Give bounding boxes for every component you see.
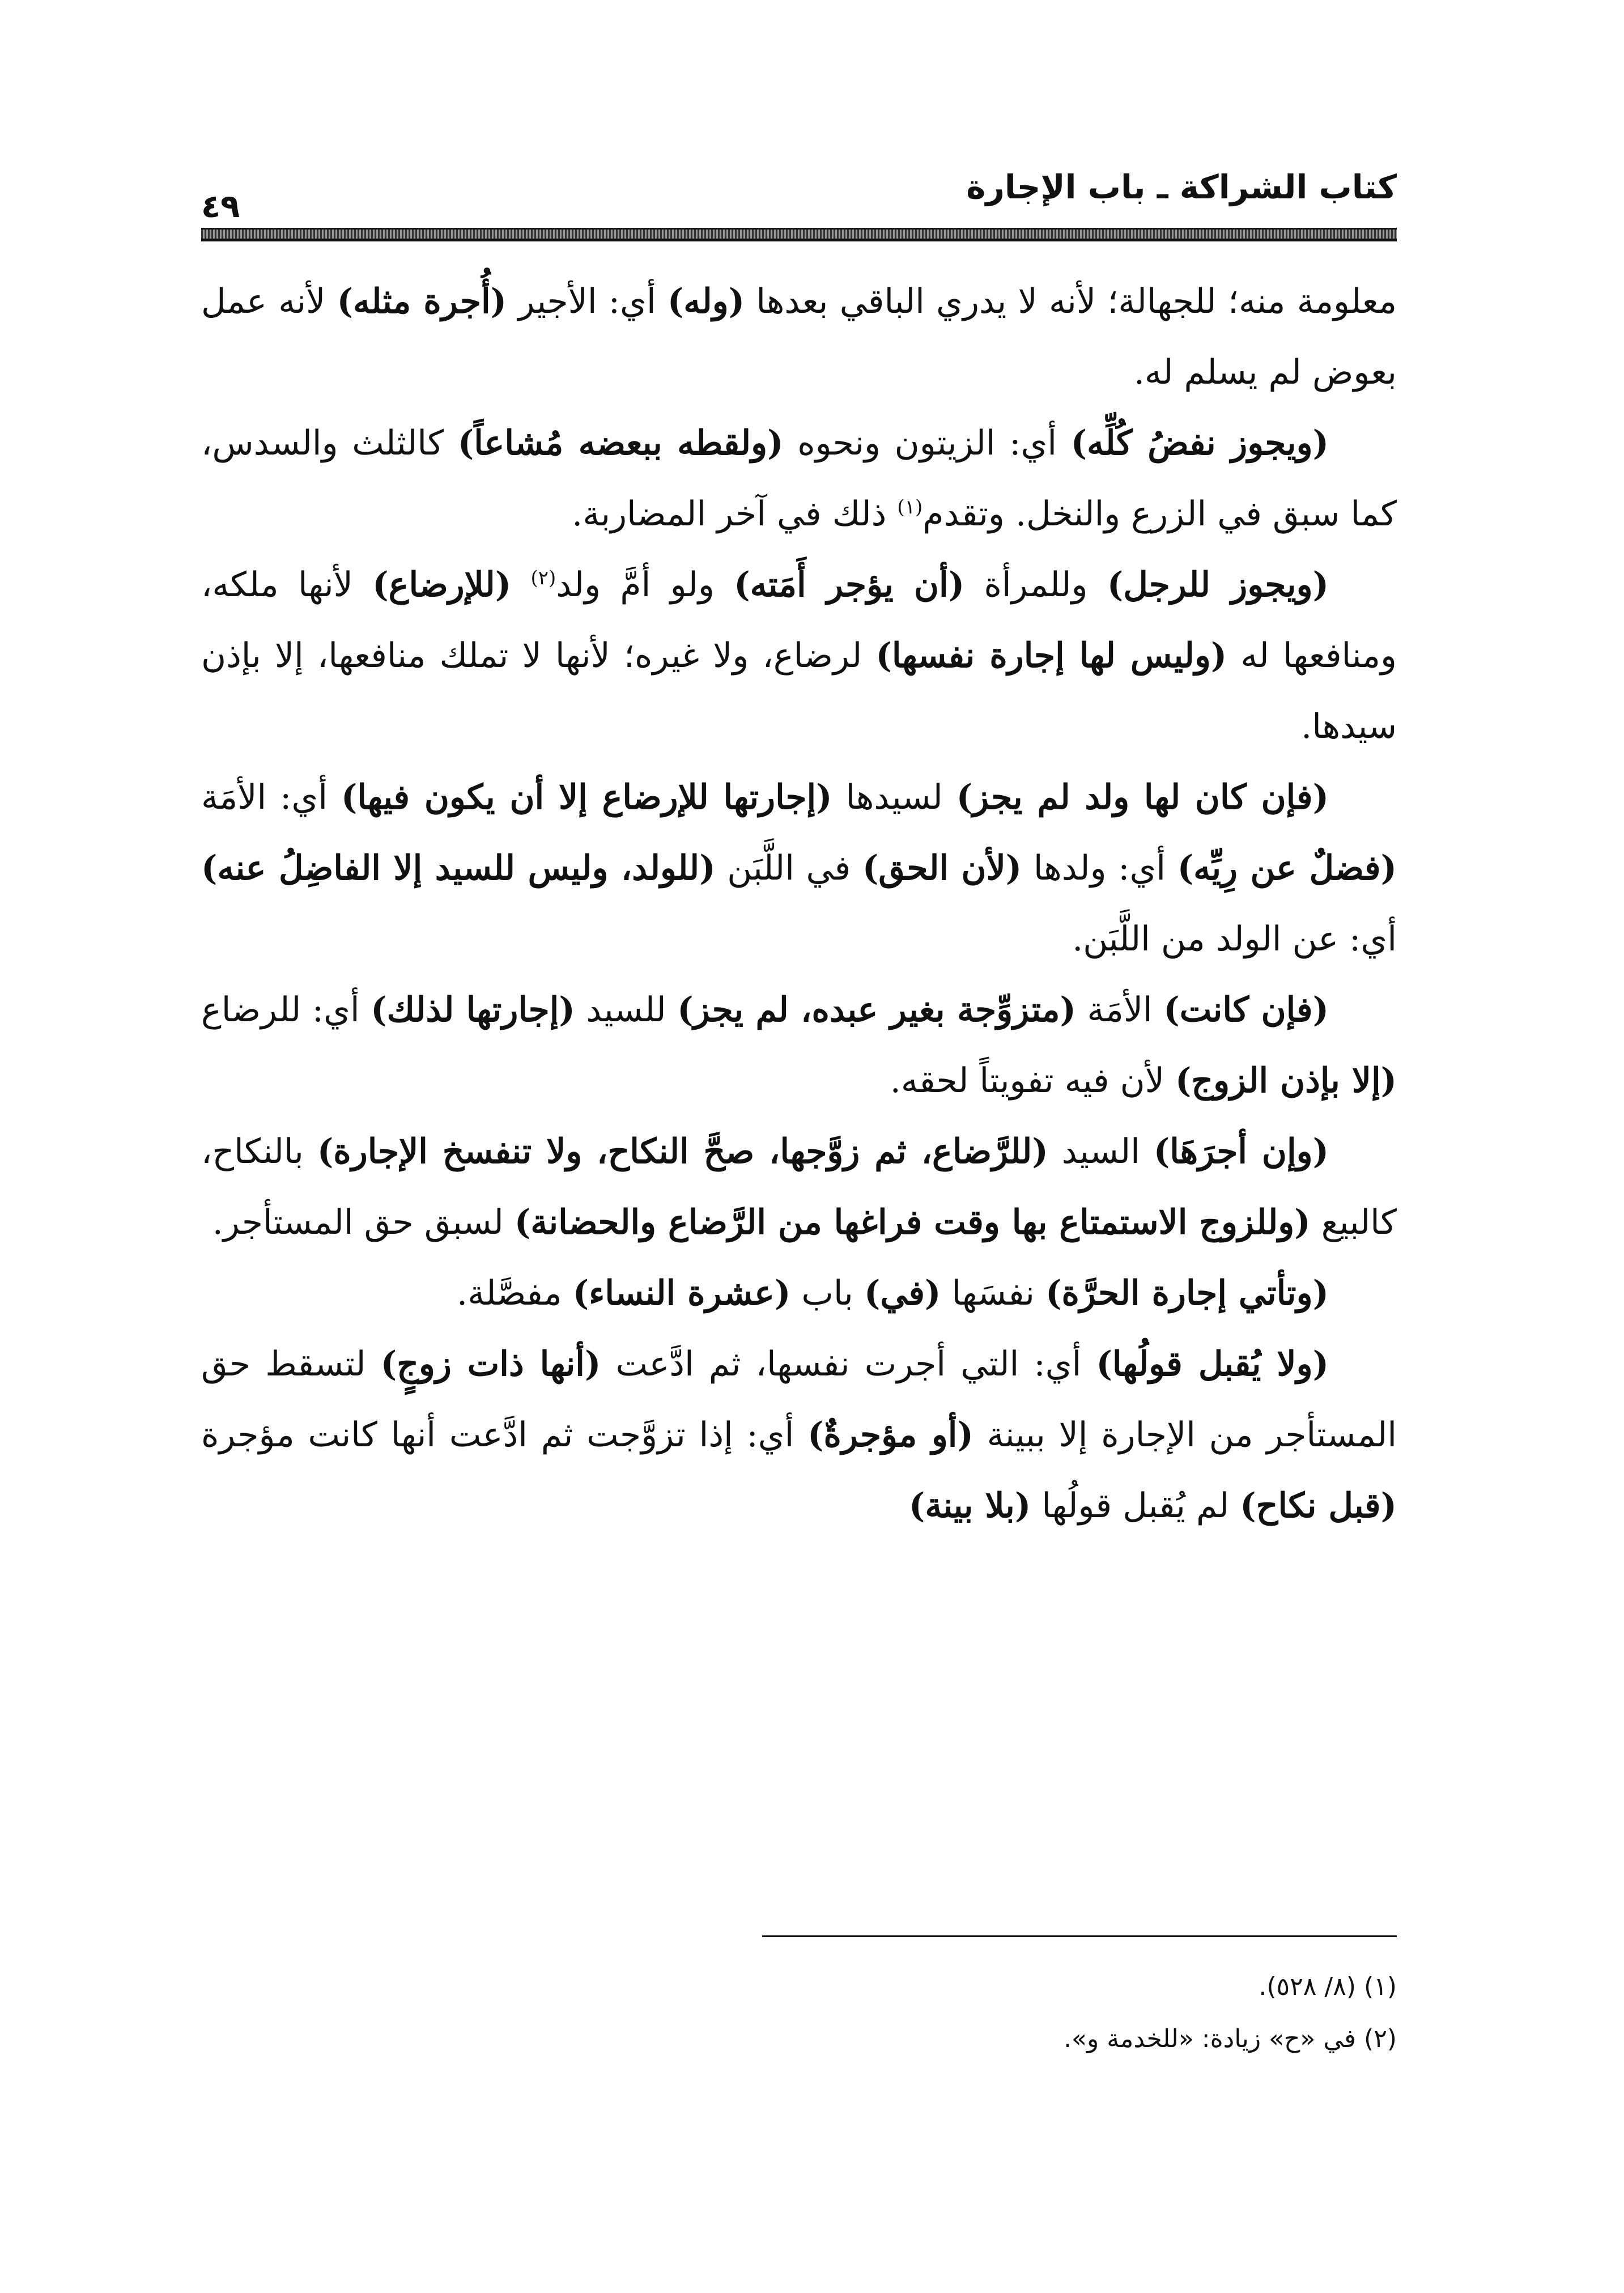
- paragraph: [201, 1116, 1397, 1258]
- sharh-text: نفسَها: [941, 1273, 1046, 1313]
- page-number: ٤٩: [201, 188, 240, 225]
- sharh-text: لأن فيه تفويتاً لحقه.: [890, 1061, 1176, 1101]
- matn-text: (وليس لها إجارة نفسها): [875, 636, 1227, 676]
- paragraph: [201, 975, 1397, 1116]
- matn-text: (وله): [667, 282, 745, 321]
- matn-text: (لأن الحق): [862, 848, 1022, 888]
- footnotes: [1064, 1961, 1397, 2065]
- matn-text: (ولا يُقبل قولُها): [1096, 1344, 1329, 1384]
- sharh-text: أي: للرضاع: [201, 990, 371, 1030]
- main-text: [201, 266, 1397, 1542]
- sharh-text: بالنكاح، كالبيع: [201, 1132, 1397, 1242]
- matn-text: (أُجرة مثله): [337, 282, 507, 321]
- matn-text: (وتأتي إجارة الحرَّة): [1045, 1273, 1329, 1313]
- sharh-text: أي: الأمَة: [201, 778, 341, 817]
- sharh-text: باب: [790, 1273, 864, 1313]
- matn-text: (ولقطه ببعضه مُشاعاً): [457, 423, 784, 463]
- sharh-text: للسيد: [575, 990, 678, 1030]
- matn-text: (إلا بإذن الزوج): [1175, 1061, 1397, 1101]
- sharh-text: أي: التي أجرت نفسها، ثم ادَّعت: [601, 1344, 1096, 1384]
- footnote-marker: (١): [897, 496, 923, 519]
- matn-text: (فإن كان لها ولد لم يجز): [956, 778, 1329, 817]
- sharh-text: لرضاع، ولا غيره؛ لأنها لا تملك منافعها، إلا بإذن سيدها.: [201, 636, 1397, 746]
- paragraph: [201, 1329, 1397, 1542]
- matn-text: (عشرة النساء): [572, 1273, 791, 1313]
- paragraph: [201, 266, 1397, 408]
- matn-text: (إجارتها للإرضاع إلا أن يكون فيها): [341, 778, 832, 817]
- matn-text: (فضلٌ عن رِيِّه): [1177, 848, 1397, 888]
- header-rule: [201, 228, 1397, 241]
- sharh-text: لتسقط حق المستأجر من الإجارة إلا ببينة: [201, 1344, 1397, 1455]
- sharh-text: [511, 565, 530, 605]
- sharh-text: أي: الأجير: [507, 282, 668, 321]
- sharh-text: أي: ولدها: [1022, 848, 1177, 888]
- matn-text: (متزوِّجة بغير عبده، لم يجز): [677, 990, 1076, 1030]
- footnote-separator: [762, 1935, 1397, 1937]
- running-title: كتاب الشراكة ـ باب الإجارة: [966, 168, 1397, 206]
- sharh-text: وللمرأة: [964, 565, 1107, 605]
- sharh-text: أي: إذا تزوَّجت ثم ادَّعت أنها كانت مؤجرة: [201, 1415, 808, 1455]
- sharh-text: السيد: [1048, 1132, 1154, 1171]
- matn-text: (قبل نكاح): [1240, 1486, 1397, 1526]
- sharh-text: كالثلث والسدس، كما سبق في الزرع والنخل. وتقدم: [201, 423, 1397, 534]
- matn-text: (للولد، وليس للسيد إلا الفاضِلُ عنه): [201, 848, 716, 888]
- sharh-text: أي: الزيتون ونحوه: [783, 423, 1071, 463]
- matn-text: (وإن أجرَهَا): [1153, 1132, 1329, 1171]
- footnote-marker: (٢): [530, 567, 556, 589]
- sharh-text: ذلك في آخر المضاربة.: [572, 494, 898, 534]
- sharh-text: الأمَة: [1075, 990, 1164, 1030]
- page-header: [201, 153, 1397, 238]
- matn-text: (في): [864, 1273, 941, 1313]
- matn-text: (ويجوز للرجل): [1107, 565, 1329, 605]
- matn-text: (أو مؤجرةٌ): [807, 1415, 973, 1455]
- matn-text: (أن يؤجر أَمَته): [734, 565, 965, 605]
- matn-text: (أنها ذات زوجٍ): [380, 1344, 601, 1384]
- sharh-text: أي: عن الولد من اللَّبَن.: [1072, 919, 1397, 959]
- matn-text: (للإرضاع): [372, 565, 512, 605]
- matn-text: (بلا بينة): [909, 1486, 1031, 1526]
- paragraph: [201, 1258, 1397, 1329]
- matn-text: (فإن كانت): [1163, 990, 1329, 1030]
- matn-text: (وللزوج الاستمتاع بها وقت فراغها من الرَّضاع والحضانة): [514, 1203, 1311, 1242]
- paragraph: [201, 408, 1397, 550]
- sharh-text: لم يُقبل قولُها: [1031, 1486, 1240, 1526]
- paragraph: [201, 550, 1397, 762]
- sharh-text: في اللَّبَن: [715, 848, 862, 888]
- matn-text: (إجارتها لذلك): [371, 990, 575, 1030]
- sharh-text: ولو أمَّ ولد: [556, 565, 734, 605]
- sharh-text: لأنه عمل بعوض لم يسلم له.: [201, 282, 1397, 392]
- paragraph: [201, 762, 1397, 975]
- sharh-text: لسيدها: [832, 778, 956, 817]
- footnote-2: (٢) في «ح» زيادة: «للخدمة و».: [1064, 2024, 1397, 2053]
- matn-text: (للرَّضاع، ثم زوَّجها، صحَّ النكاح، ولا تنفسخ الإجارة): [317, 1132, 1048, 1171]
- sharh-text: لأنها ملكه، ومنافعها له: [201, 565, 1397, 676]
- matn-text: (ويجوز نفضُ كُلِّه): [1070, 423, 1329, 463]
- footnote-1: (١) (٨/ ٥٢٨).: [1259, 1972, 1397, 2001]
- sharh-text: مفصَّلة.: [457, 1273, 573, 1313]
- book-page: [201, 153, 1397, 2171]
- sharh-text: معلومة منه؛ للجهالة؛ لأنه لا يدري الباقي بعدها: [745, 282, 1397, 321]
- sharh-text: لسبق حق المستأجر.: [212, 1203, 515, 1242]
